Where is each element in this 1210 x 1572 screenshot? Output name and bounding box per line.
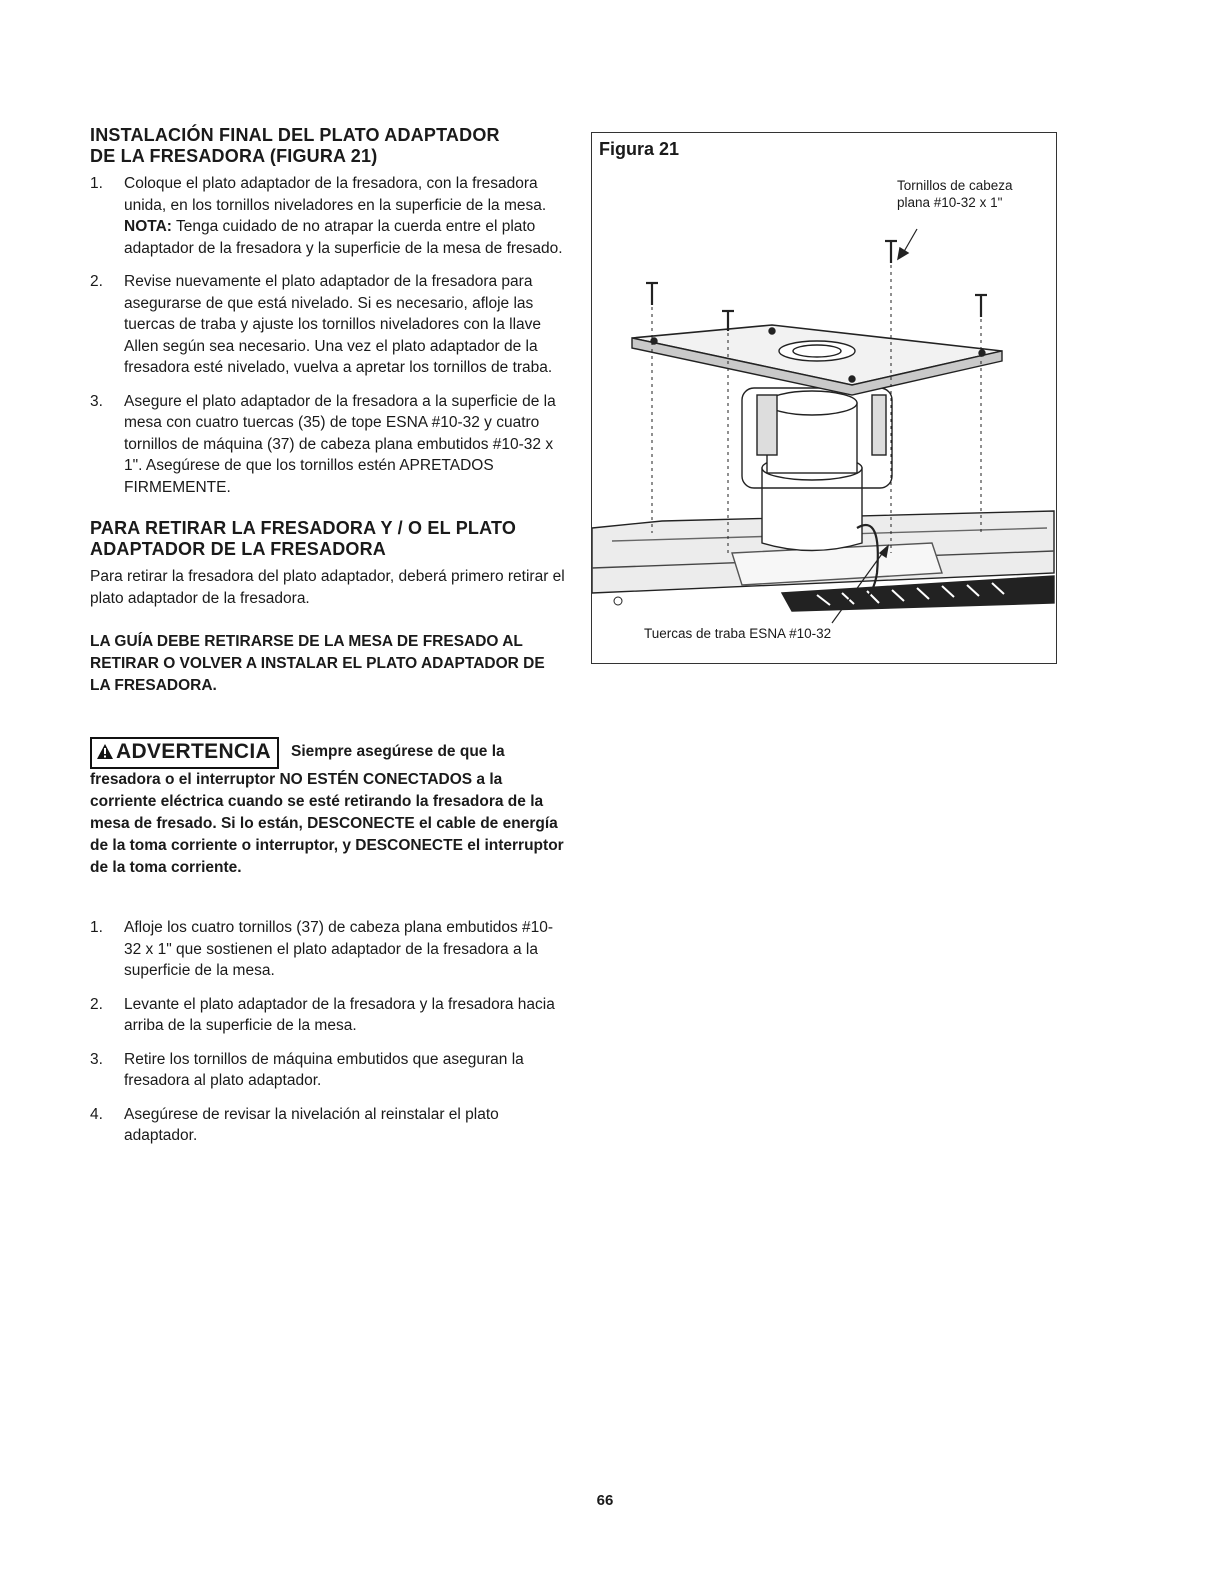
list-item	[90, 271, 565, 379]
step-number: 3.	[90, 392, 103, 410]
screw-icons	[646, 241, 987, 331]
step-text: Afloje los cuatro tornillos (37) de cabeza plana embutidos #10-32 x 1" que sostienen el plato adaptador de la fresadora a la superficie de la mesa.	[124, 919, 554, 979]
section2-title	[90, 518, 565, 560]
page-number: 66	[596, 1492, 614, 1509]
section2-intro: Para retirar la fresadora del plato adaptador, deberá primero retirar el plato adaptador de la fresadora.	[90, 568, 565, 607]
warning-badge	[90, 737, 279, 769]
section1-title	[90, 125, 565, 167]
figure-21	[591, 132, 1057, 664]
step-number: 3.	[90, 1050, 103, 1068]
list-item	[90, 994, 565, 1037]
step-text: Revise nuevamente el plato adaptador de la fresadora para asegurarse de que está nivelado. Si es necesario, afloje las tuercas de traba y ajuste los tornillos niveladores con la llave Allen según sea necesario. Una vez el plato adaptador de la fresadora esté nivelado, vuelva a apretar los tornillos de traba.	[124, 273, 553, 376]
note-text: Tenga cuidado de no atrapar la cuerda entre el plato adaptador de la fresadora y la superficie de la mesa de fresado.	[124, 218, 563, 257]
section1-steps	[90, 173, 565, 498]
step-number: 4.	[90, 1105, 103, 1123]
note-label: NOTA:	[124, 218, 172, 235]
screws-callout: Tornillos de cabeza plana #10-32 x 1"	[897, 178, 1013, 210]
step-text: Coloque el plato adaptador de la fresadora, con la fresadora unida, en los tornillos niveladores en la superficie de la mesa.	[124, 175, 547, 214]
list-item	[90, 391, 565, 499]
list-item	[90, 173, 565, 259]
step-number: 1.	[90, 919, 103, 936]
step-text: Asegúrese de revisar la nivelación al reinstalar el plato adaptador.	[124, 1105, 499, 1144]
section2-steps	[90, 917, 565, 1147]
figure-title: Figura 21	[599, 139, 680, 159]
list-item	[90, 1049, 565, 1092]
step-text: Levante el plato adaptador de la fresadora y la fresadora hacia arriba de la superficie de la mesa.	[124, 995, 555, 1034]
warning-triangle-icon	[96, 743, 114, 760]
section2-title-line1: PARA RETIRAR LA FRESADORA Y / O EL PLATO	[90, 518, 517, 538]
step-number: 1.	[90, 175, 103, 192]
caution-text: LA GUÍA DEBE RETIRARSE DE LA MESA DE FRESADO AL RETIRAR O VOLVER A INSTALAR EL PLATO ADAPTADOR DE LA FRESADORA.	[90, 633, 545, 694]
step-number: 2.	[90, 995, 103, 1013]
list-item	[90, 917, 565, 982]
step-number: 2.	[90, 273, 103, 290]
list-item	[90, 1104, 565, 1147]
router-plate-illustration	[592, 133, 1058, 665]
section2-title-line2: ADAPTADOR DE LA FRESADORA	[90, 539, 386, 559]
warning-block	[90, 737, 565, 879]
left-column	[90, 125, 565, 1159]
step-text: Asegure el plato adaptador de la fresadora a la superficie de la mesa con cuatro tuercas (35) de tope ESNA #10-32 y cuatro tornillos de máquina (37) de cabeza plana embutidos #10-32 x 1". Asegúrese de que los tornillos estén APRETADOS FIRMEMENTE.	[124, 392, 556, 496]
section1-title-line1: INSTALACIÓN FINAL DEL PLATO ADAPTADOR	[90, 125, 500, 145]
step-text: Retire los tornillos de máquina embutidos que aseguran la fresadora al plato adaptador.	[124, 1050, 524, 1089]
nuts-callout: Tuercas de traba ESNA #10-32	[644, 626, 832, 641]
warning-text: Siempre asegúrese de que la fresadora o el interruptor NO ESTÉN CONECTADOS a la corriente eléctrica cuando se esté retirando la fresadora de la mesa de fresado. Si lo están, DESCONECTE el cable de energía de la toma corriente o interruptor, y DESCONECTE el interruptor de la toma corriente.	[90, 743, 564, 876]
section1-title-line2: DE LA FRESADORA (FIGURA 21)	[90, 146, 378, 166]
warning-label: ADVERTENCIA	[116, 740, 271, 763]
